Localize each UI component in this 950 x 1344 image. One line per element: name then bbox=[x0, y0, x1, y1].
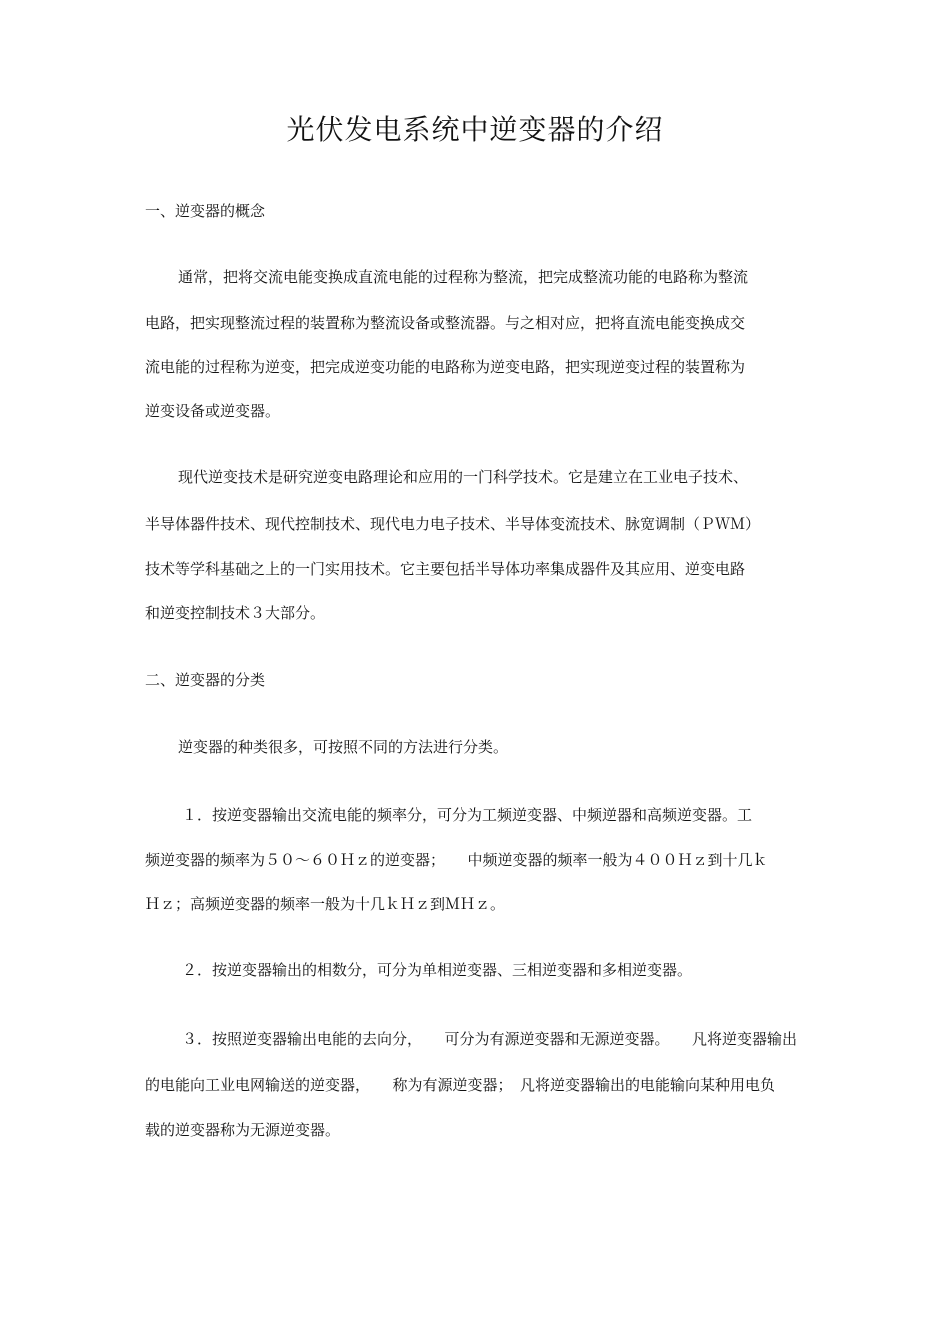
section-heading-classification: 二、逆变器的分类 bbox=[145, 671, 266, 689]
paragraph-line: 技术等学科基础之上的一门实用技术。它主要包括半导体功率集成器件及其应用、逆变电路 bbox=[145, 560, 746, 578]
list-item-line: １．按逆变器输出交流电能的频率分，可分为工频逆变器、中频逆器和高频逆变器。工 bbox=[182, 806, 753, 824]
list-item-line: ２．按逆变器输出的相数分，可分为单相逆变器、三相逆变器和多相逆变器。 bbox=[182, 961, 693, 979]
section-heading-concept: 一、逆变器的概念 bbox=[145, 202, 266, 220]
paragraph-line: 逆变器的种类很多，可按照不同的方法进行分类。 bbox=[178, 738, 509, 756]
paragraph-line: 半导体器件技术、现代控制技术、现代电力电子技术、半导体变流技术、脉宽调制（ＰＷＭ） bbox=[145, 515, 761, 533]
paragraph-line: 现代逆变技术是研究逆变电路理论和应用的一门科学技术。它是建立在工业电子技术、 bbox=[178, 468, 749, 486]
paragraph-line: 电路，把实现整流过程的装置称为整流设备或整流器。与之相对应，把将直流电能变换成交 bbox=[145, 314, 746, 332]
list-item-line: 频逆变器的频率为５０～６０Ｈｚ的逆变器； 中频逆变器的频率一般为４００Ｈｚ到十几ｋ bbox=[145, 851, 768, 869]
paragraph-line: 通常，把将交流电能变换成直流电能的过程称为整流，把完成整流功能的电路称为整流 bbox=[178, 268, 749, 286]
list-item-line: 载的逆变器称为无源逆变器。 bbox=[145, 1121, 341, 1139]
list-item-line: Ｈｚ；高频逆变器的频率一般为十几ｋＨｚ到ＭＨｚ。 bbox=[145, 895, 506, 913]
paragraph-line: 逆变设备或逆变器。 bbox=[145, 402, 281, 420]
list-item-line: ３．按照逆变器输出电能的去向分， 可分为有源逆变器和无源逆变器。 凡将逆变器输出 bbox=[182, 1030, 798, 1048]
list-item-line: 的电能向工业电网输送的逆变器， 称为有源逆变器； 凡将逆变器输出的电能输向某种用电负 bbox=[145, 1076, 776, 1094]
paragraph-line: 流电能的过程称为逆变，把完成逆变功能的电路称为逆变电路，把实现逆变过程的装置称为 bbox=[145, 358, 746, 376]
document-title: 光伏发电系统中逆变器的介绍 bbox=[286, 113, 664, 146]
paragraph-line: 和逆变控制技术３大部分。 bbox=[145, 604, 326, 622]
